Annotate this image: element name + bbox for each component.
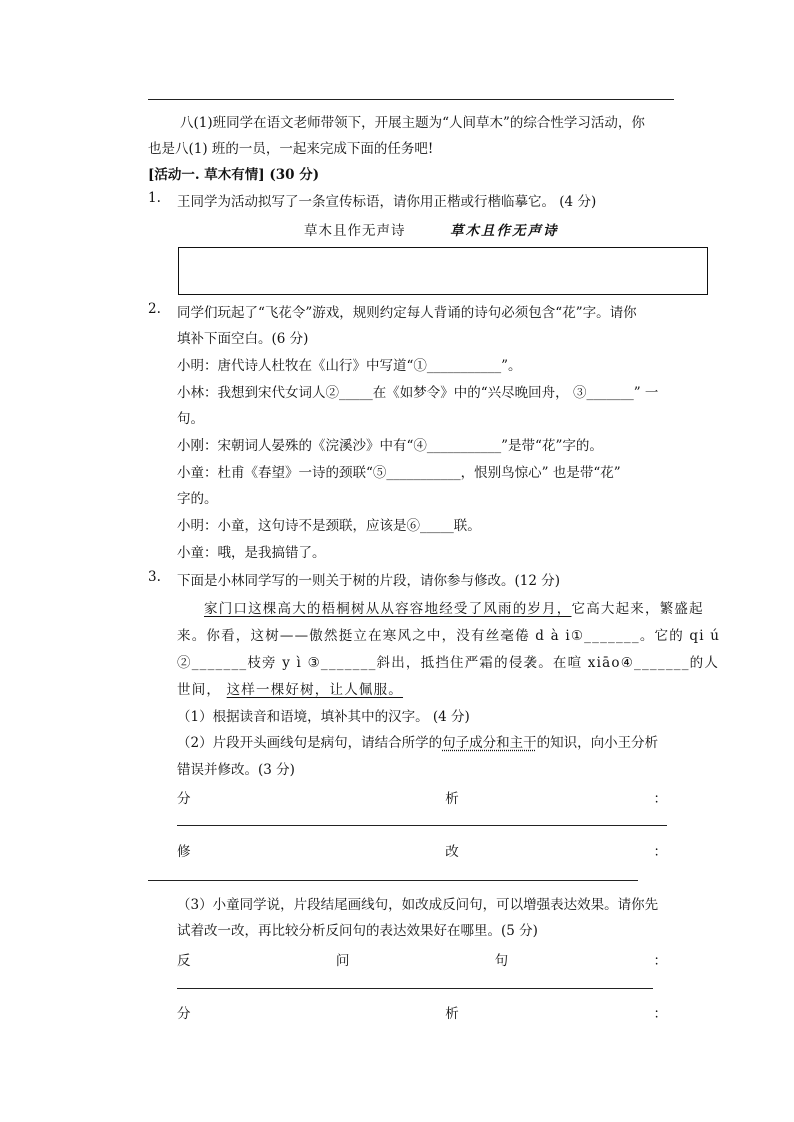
q3-underlined-sentence-1: 家门口这棵高大的梧桐树从从容容地经受了风雨的岁月， xyxy=(204,601,572,617)
rhetorical-label-char-2: 问 xyxy=(335,953,350,969)
q2-line-1[interactable]: 小明：唐代诗人杜牧在《山行》中写道“①___________”。 xyxy=(177,358,522,374)
q3-paragraph-line-3[interactable]: ②_______枝旁 y ì ③_______斜出，抵挡住严霜的侵袭。在喧 xiāo④_______的人 xyxy=(177,655,720,671)
q2-line-6: 小童：哦，是我搞错了。 xyxy=(177,545,326,561)
rhetorical-label-char-3: 句 xyxy=(494,953,509,969)
analysis2-label-colon: ： xyxy=(653,1006,667,1022)
q2-text-1: 同学们玩起了“飞花令”游戏，规则约定每人背诵的诗句必须包含“花”字。请你 xyxy=(177,305,637,321)
revise-label-colon: ： xyxy=(653,844,667,860)
analysis2-label-row xyxy=(177,1002,667,1022)
analysis-answer-line[interactable] xyxy=(177,825,667,826)
q1-text: 王同学为活动拟写了一条宣传标语，请你用正楷或行楷临摹它。 (4 分) xyxy=(177,194,597,210)
q3-paragraph-line-2[interactable]: 来。你看，这树——傲然挺立在寒风之中，没有丝毫倦 d à i①_______。它的 qi ú xyxy=(177,628,721,644)
revise-label-char-2: 改 xyxy=(445,844,459,860)
intro-line-1: 八(1)班同学在语文老师带领下，开展主题为“人间草木”的综合性学习活动，你 xyxy=(180,115,645,131)
q3-sub-3b: 试着改一改，再比较分析反问句的表达效果好在哪里。(5 分) xyxy=(177,923,538,939)
q3-underlined-sentence-2: 这样一棵好树，让人佩服。 xyxy=(226,682,404,698)
q3-sub-2a xyxy=(177,731,658,751)
analysis2-label-char-2: 析 xyxy=(445,1006,459,1022)
q3-sub-3a: （3）小童同学说，片段结尾画线句，如改成反问句，可以增强表达效果。请你先 xyxy=(177,897,659,913)
q2-number: 2. xyxy=(148,301,161,317)
rhetorical-label-char-1: 反 xyxy=(177,953,191,969)
q2-line-2a[interactable]: 小林：我想到宋代女词人②_____在《如梦令》中的“兴尽晚回舟， ③_______” 一 xyxy=(177,385,659,401)
q2-line-5[interactable]: 小明：小童，这句诗不是颈联，应该是⑥_____联。 xyxy=(177,518,481,534)
q1-answer-box[interactable] xyxy=(178,247,708,295)
revise-label-row xyxy=(177,840,667,860)
section-heading: [活动一. 草木有情] (30 分) xyxy=(148,167,320,183)
analysis-label-colon: ： xyxy=(653,791,667,807)
analysis-label-row xyxy=(177,787,667,807)
intro-line-2: 也是八(1) 班的一员，一起来完成下面的任务吧! xyxy=(148,141,434,157)
q2-line-4a[interactable]: 小童：杜甫《春望》一诗的颈联“⑤___________，恨别鸟惊心” 也是带“花” xyxy=(177,465,621,481)
q3-paragraph-line-1-rest: 它高大起来，繁盛起 xyxy=(571,601,704,617)
q3-text: 下面是小林同学写的一则关于树的片段，请你参与修改。(12 分) xyxy=(177,573,561,589)
q2-line-4b: 字的。 xyxy=(177,491,218,507)
q3-sub-1: （1）根据读音和语境，填补其中的汉字。 (4 分) xyxy=(177,709,470,725)
top-rule xyxy=(148,99,674,100)
analysis2-label-char-1: 分 xyxy=(177,1006,191,1022)
rhetorical-label-row xyxy=(177,949,667,969)
q3-sub-2a-dotted: 句子成分和主干 xyxy=(442,735,537,751)
analysis-label-char-2: 析 xyxy=(445,791,459,807)
revise-answer-line[interactable] xyxy=(148,880,638,881)
q1-sample-regular: 草木且作无声诗 xyxy=(304,223,406,239)
q2-text-2: 填补下面空白。(6 分) xyxy=(177,331,309,347)
rhetorical-label-colon: ： xyxy=(653,953,667,969)
q3-number: 3. xyxy=(148,569,161,585)
q3-paragraph-line-4-plain: 世间， xyxy=(177,682,222,698)
q3-paragraph-line-1 xyxy=(204,597,704,617)
q1-sample-running: 草木且作无声诗 xyxy=(450,223,559,239)
q2-line-2b: 句。 xyxy=(177,411,204,427)
q2-line-3[interactable]: 小刚：宋朝词人晏殊的《浣溪沙》中有“④___________”是带“花”字的。 xyxy=(177,438,603,454)
q3-sub-2a-suffix: 的知识，向小王分析 xyxy=(536,735,659,751)
rhetorical-answer-line[interactable] xyxy=(177,988,653,989)
q3-sub-2b: 错误并修改。(3 分) xyxy=(177,762,295,778)
q3-paragraph-line-4 xyxy=(177,678,403,698)
q1-number: 1. xyxy=(148,190,161,206)
q3-sub-2a-prefix: （2）片段开头画线句是病句，请结合所学的 xyxy=(177,735,443,751)
analysis-label-char-1: 分 xyxy=(177,791,191,807)
revise-label-char-1: 修 xyxy=(177,844,191,860)
